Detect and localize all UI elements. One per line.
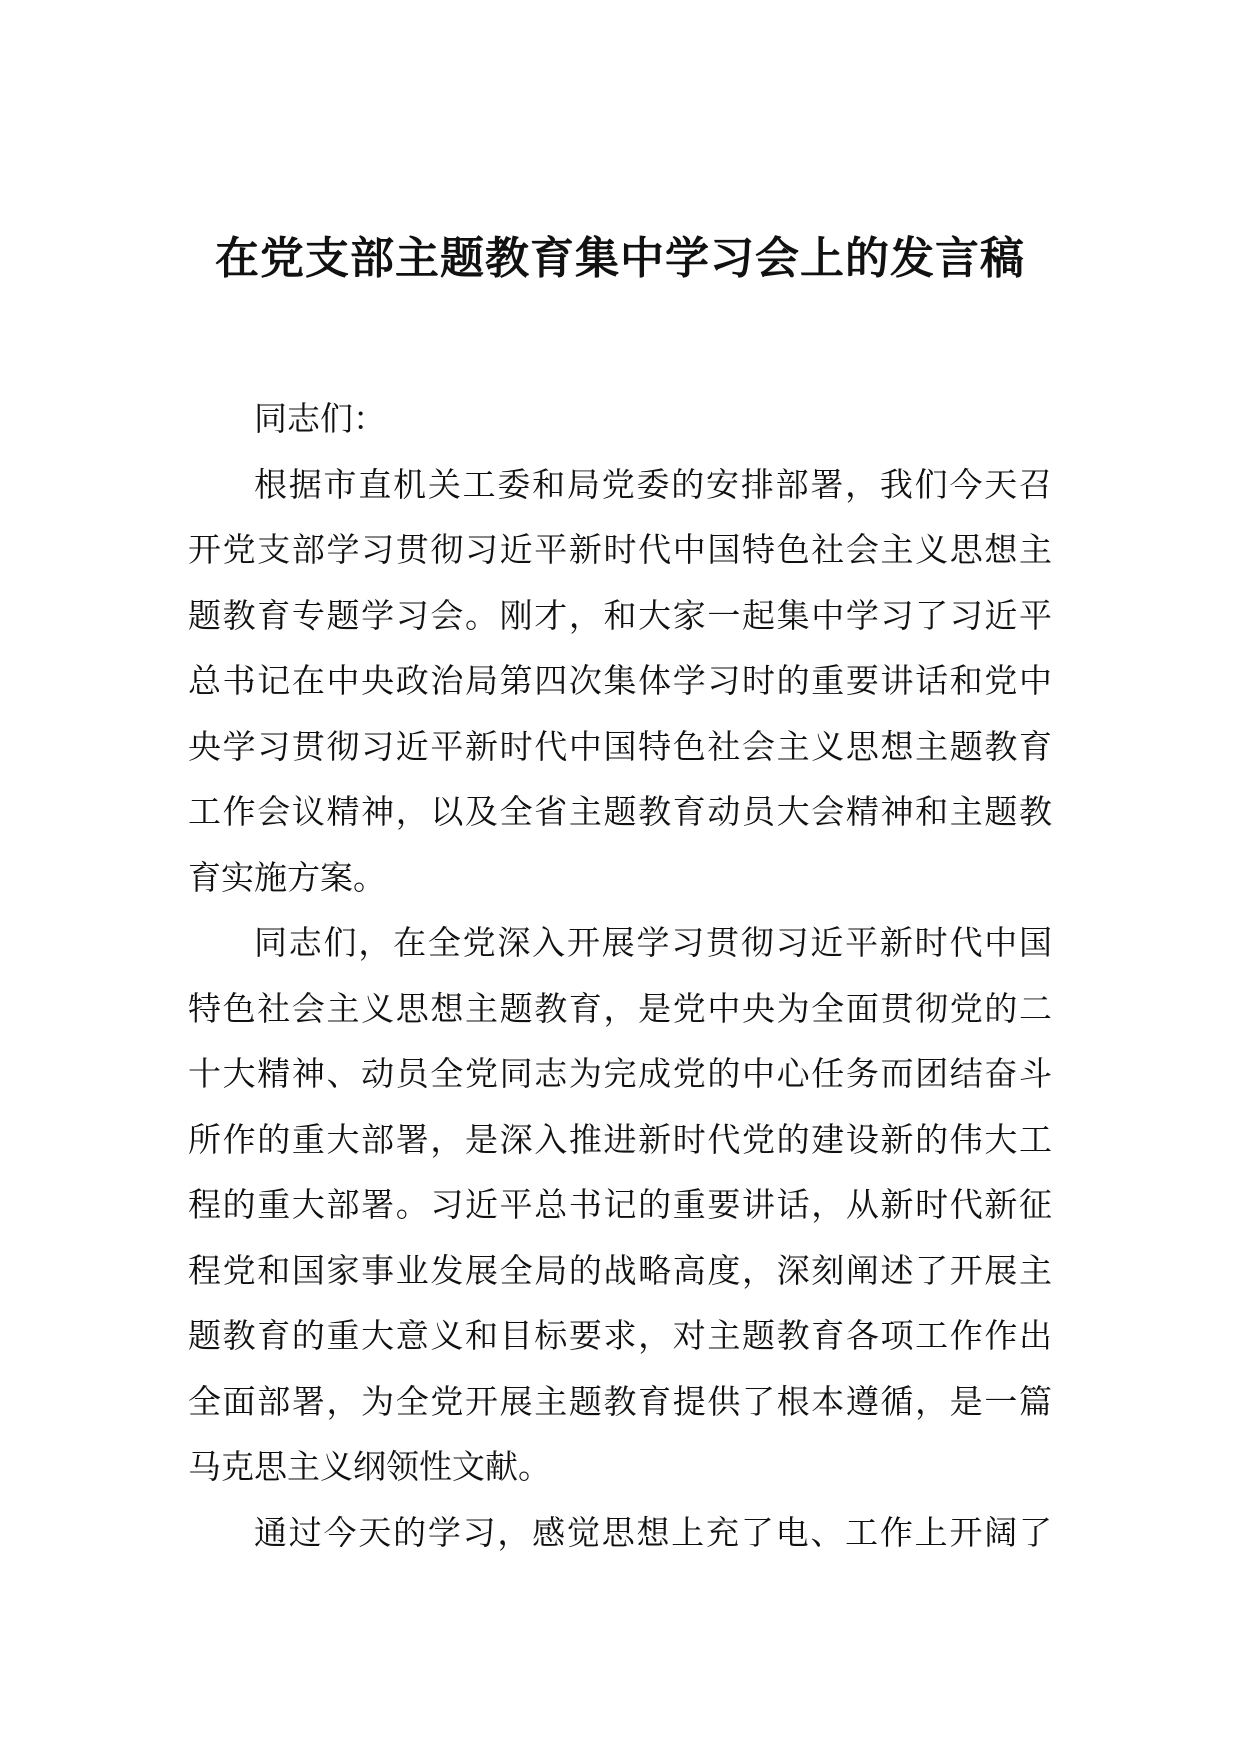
salutation-text: 同志们： bbox=[254, 399, 386, 438]
paragraph-line: 央学习贯彻习近平新时代中国特色社会主义思想主题教育 bbox=[188, 726, 1052, 766]
paragraph-line: 马克思主义纲领性文献。 bbox=[188, 1447, 551, 1486]
paragraph-line: 程党和国家事业发展全局的战略高度，深刻阐述了开展主 bbox=[188, 1250, 1052, 1290]
paragraph-line: 总书记在中央政治局第四次集体学习时的重要讲话和党中 bbox=[188, 661, 1052, 700]
paragraph-line: 根据市直机关工委和局党委的安排部署，我们今天召 bbox=[254, 464, 1052, 504]
paragraph-line: 题教育的重大意义和目标要求，对主题教育各项工作作出 bbox=[188, 1316, 1052, 1355]
document-title: 在党支部主题教育集中学习会上的发言稿 bbox=[215, 233, 1025, 285]
paragraph-line: 工作会议精神，以及全省主题教育动员大会精神和主题教 bbox=[188, 792, 1052, 831]
paragraph-line: 全面部署，为全党开展主题教育提供了根本遵循，是一篇 bbox=[188, 1381, 1052, 1421]
paragraph-line: 特色社会主义思想主题教育，是党中央为全面贯彻党的二 bbox=[188, 988, 1052, 1028]
paragraph-line: 通过今天的学习，感觉思想上充了电、工作上开阔了 bbox=[254, 1512, 1052, 1552]
paragraph-line: 程的重大部署。习近平总书记的重要讲话，从新时代新征 bbox=[188, 1185, 1052, 1224]
document-body bbox=[188, 386, 1052, 1565]
paragraph-line: 开党支部学习贯彻习近平新时代中国特色社会主义思想主 bbox=[188, 530, 1052, 569]
paragraph-line: 育实施方案。 bbox=[188, 857, 386, 897]
paragraph-line: 所作的重大部署，是深入推进新时代党的建设新的伟大工 bbox=[188, 1119, 1052, 1159]
paragraph-line: 同志们，在全党深入开展学习贯彻习近平新时代中国 bbox=[254, 923, 1052, 962]
paragraph-1 bbox=[188, 452, 1052, 911]
salutation bbox=[188, 386, 1052, 452]
paragraph-line: 十大精神、动员全党同志为完成党的中心任务而团结奋斗 bbox=[188, 1054, 1052, 1093]
paragraph-3 bbox=[188, 1500, 1052, 1566]
paragraph-2 bbox=[188, 910, 1052, 1500]
paragraph-line: 题教育专题学习会。刚才，和大家一起集中学习了习近平 bbox=[188, 595, 1052, 635]
